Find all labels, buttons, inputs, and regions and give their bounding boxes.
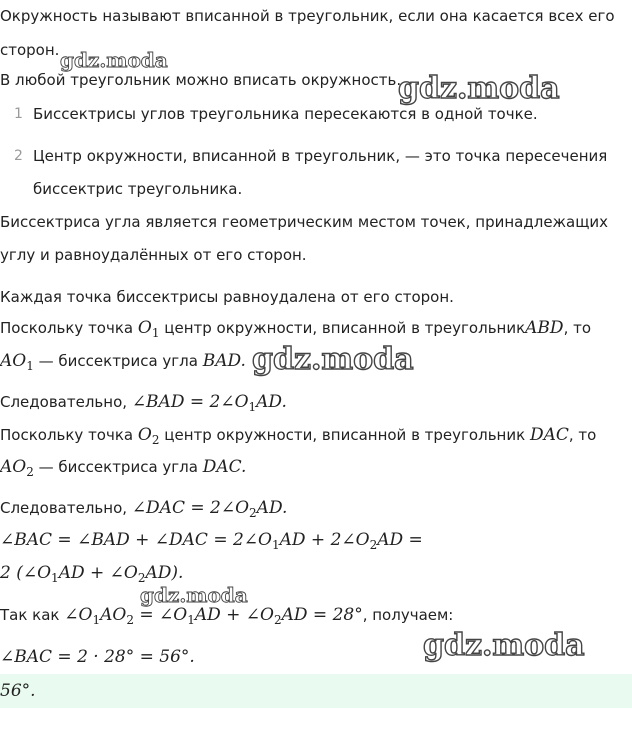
bisector-point-text: Каждая точка биссектрисы равноудалена от его сторон. <box>0 288 454 306</box>
definition-text: Окружность называют вписанной в треугольник, если она касается всех его <box>0 7 615 25</box>
watermark: gdz.moda <box>140 583 248 607</box>
equation-line-2: 2 ($\angle O_1AD$ + $\angle O_2AD$). <box>0 563 184 585</box>
list-item-cont: биссектрис треугольника. <box>33 180 243 198</box>
solution-line-6: Следовательно, ∠DAC = $2\angle O_2AD$. <box>0 498 288 520</box>
bisector-text-cont: углу и равноудалённых от его сторон. <box>0 246 307 264</box>
list-number: 1 <box>14 106 23 122</box>
watermark: gdz.moda <box>398 71 560 106</box>
watermark: gdz.moda <box>252 342 414 377</box>
inscribe-text: В любой треугольник можно вписать окружность. <box>0 71 402 89</box>
watermark: gdz.moda <box>60 48 168 72</box>
bisector-text: Биссектриса угла является геометрическим местом точек, принадлежащих <box>0 213 609 231</box>
list-item: Биссектрисы углов треугольника пересекаются в одной точке. <box>33 105 538 123</box>
solution-line-5: $AO_2$ — биссектриса угла DAC. <box>0 457 247 479</box>
given-line: Так как $\angle O_1AO_2$ = $\angle O_1AD$ + $\angle O_2AD = 28^\circ$, получаем: <box>0 605 454 627</box>
solution-line-4: Поскольку точка $O_2$ центр окружности, вписанной в треугольник DAC, то <box>0 425 597 447</box>
equation-line-1: ∠BAC = ∠BAD + ∠DAC = $2\angle O_1AD$ + $2\angle O_2AD$ = <box>0 530 423 552</box>
answer-value: 56°. <box>0 681 36 701</box>
list-item: Центр окружности, вписанной в треугольник, — это точка пересечения <box>33 147 608 165</box>
solution-line-3: Следовательно, ∠BAD = $2\angle O_1AD$. <box>0 392 287 414</box>
watermark: gdz.moda <box>423 628 585 663</box>
solution-line-1: Поскольку точка $O_1$ центр окружности, вписанной в треугольникABD, то <box>0 318 592 340</box>
final-equation: ∠BAC = 2 · 28° = 56°. <box>0 647 195 667</box>
definition-text-cont: сторон. <box>0 41 60 59</box>
solution-line-2: $AO_1$ — биссектриса угла BAD. <box>0 351 246 373</box>
answer-box <box>0 674 632 708</box>
list-number: 2 <box>14 148 23 164</box>
